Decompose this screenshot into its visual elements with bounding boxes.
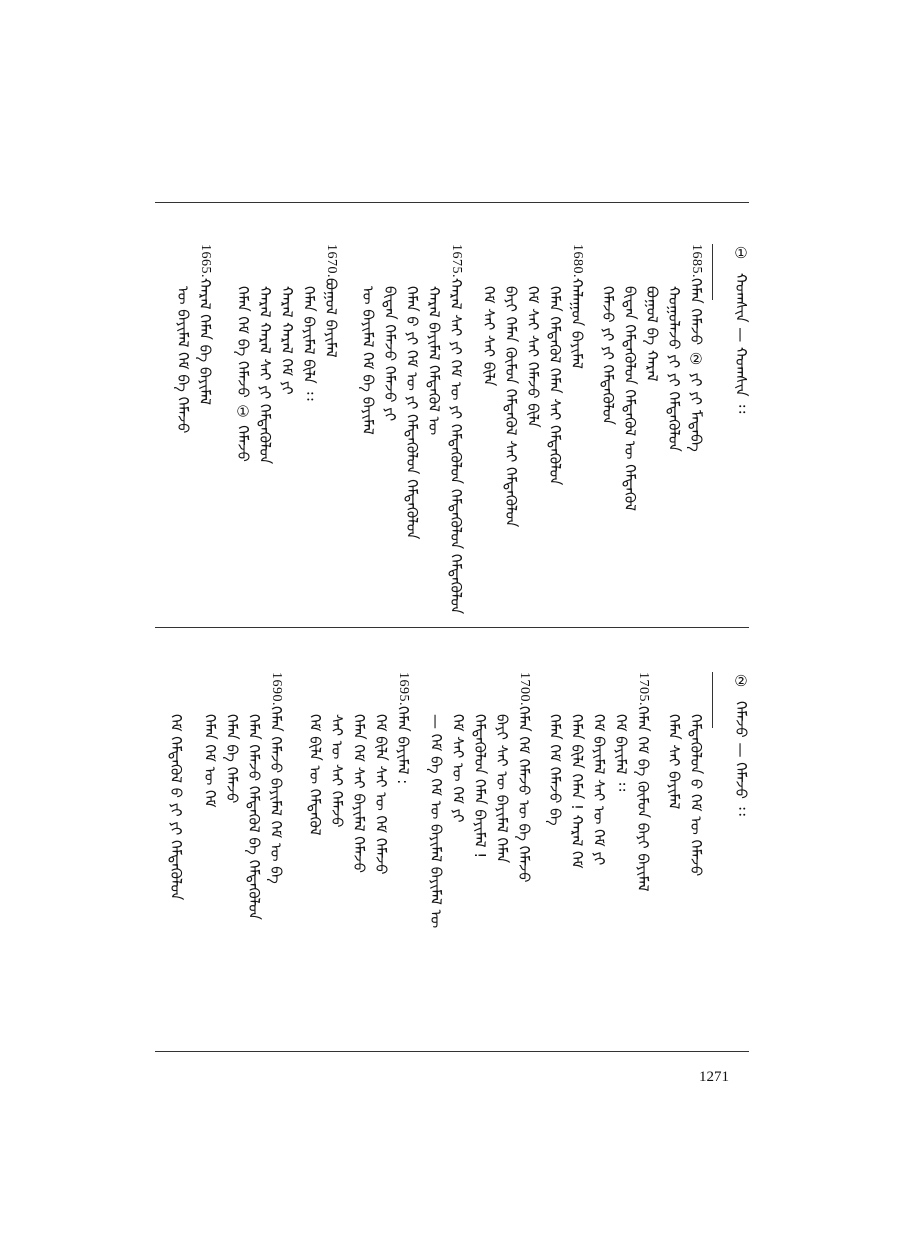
- verse-column: [325, 714, 349, 828]
- verse-line: ᠬᠡᠮᠡᠨ ᠪᠠᠶᠢᠮᠠᠯ ᠪᠢᠯᠡ ᠄᠄: [300, 286, 318, 401]
- line-number: 1705.: [636, 672, 651, 706]
- verse-line: ᠬᠡᠮᠡᠨ ᠬᠡᠮ ᠪᠠ ᠬᠡᠮᠡᠵᠦ ① ᠬᠡᠮᠡᠵᠦ: [234, 286, 252, 462]
- verse-line: ᠬᠠᠷᠠᠯ ᠬᠠᠷᠠᠯ ᠬᠡᠮ ᠶᠢ: [278, 286, 296, 395]
- verse-line: ᠬᠤᠭᠤᠯᠠᠵᠤ ᠶᠢ ᠶᠢ ᠭᠡᠮᠲᠡᠭᠦᠯᠦᠨ: [665, 286, 683, 452]
- verse-column: [242, 714, 266, 920]
- verse-column: [609, 714, 633, 791]
- line-number: 1695.: [396, 672, 411, 706]
- verse-line: ᠬᠡᠮᠡᠨ ᠬᠡᠮ ᠬᠡᠮᠡᠵᠦ ᠪᠠ: [546, 714, 564, 826]
- verse-column: [171, 286, 195, 433]
- verse-line: ᠬᠡᠮᠡᠨ ᠬᠡᠮ ᠰᠠᠢ ᠪᠠᠶᠢᠮᠠᠯ ᠬᠡᠮᠡᠵᠦ: [350, 714, 368, 873]
- verse-column: [424, 714, 448, 928]
- verse-line: ᠬᠡᠮᠡᠨ ᠬᠡᠮ ᠬᠡᠮᠡᠵᠦ ᠦ ᠪᠠ ᠬᠡᠮᠡᠵᠦ: [515, 706, 533, 883]
- verse-column: [684, 714, 708, 876]
- footnote-2: [729, 672, 753, 816]
- verse-column: [297, 286, 321, 401]
- line-number: 1680.: [570, 244, 585, 278]
- verse-line: ᠪᠢᠳᠡᠨ ᠬᠡᠮᠡᠵᠦ ᠬᠡᠮᠡᠵᠦ ᠶᠢ: [381, 286, 399, 422]
- verse-line: ᠬᠡᠮ ᠰᠠᠢ ᠰᠠᠢ ᠪᠢᠯᠡ: [480, 286, 498, 387]
- verse-line: ᠬᠡᠮᠡᠨ ᠬᠡᠮᠡᠵᠦ ᠭᠡᠮᠲᠡᠭᠦᠯ ᠪᠠ ᠭᠡᠮᠲᠡᠭᠦᠯᠦᠨ: [245, 714, 263, 920]
- verse-column: [369, 714, 393, 875]
- verse-line: ᠬᠡᠮ ᠪᠠᠶᠢᠮᠠᠯ ᠄᠄: [612, 714, 630, 792]
- middle-rule: [155, 627, 749, 628]
- verse-line: ᠬᠡᠮ ᠰᠠᠢ ᠰᠠᠢ ᠬᠡᠮᠡᠵᠦ ᠪᠢᠯᠡ: [524, 286, 542, 428]
- verse-line: ᠬᠠᠷᠠᠯ ᠪᠠᠶᠢᠮᠠᠯ ᠭᠡᠮᠲᠡᠭᠦᠯ ᠦ: [425, 286, 443, 436]
- line-number: 1690.: [269, 672, 284, 706]
- verse-column: [640, 286, 664, 381]
- verse-line: ᠪᠠᠶᠢ ᠬᠡᠮᠡᠨ ᠬᠦᠮᠦᠨ ᠭᠡᠮᠲᠡᠭᠦᠯ ᠰᠠᠢ ᠭᠡᠮᠲᠡᠭᠦᠯᠦᠨ: [502, 286, 520, 528]
- verse-line: ᠬᠡᠮᠡᠨ ᠰᠠᠢ ᠪᠠᠶᠢᠮᠠᠯ: [665, 714, 683, 810]
- line-number: 1670.: [324, 244, 339, 278]
- footnote-separator-bottom: [712, 672, 713, 728]
- footnote-1: [729, 244, 753, 413]
- verse-line: ᠬᠡᠮᠡᠵᠦ ᠶᠢ ᠶᠢ ᠭᠡᠮᠲᠡᠭᠦᠯᠦᠨ: [599, 286, 617, 425]
- verse-line: — ᠬᠡᠮ ᠪᠠ ᠬᠡᠮ ᠦ ᠪᠠᠶᠢᠮᠠᠯ ᠪᠠᠶᠢᠮᠠᠯ ᠦ: [427, 714, 445, 929]
- top-rule: [155, 202, 749, 203]
- verse-column: [378, 286, 402, 421]
- verse-line: ᠬᠡᠮᠡᠨ ᠪᠠᠶᠢᠮᠠᠯ :: [394, 706, 412, 785]
- verse-column: [303, 714, 327, 836]
- verse-column: [477, 286, 501, 386]
- verse-column: [264, 672, 288, 884]
- verse-line: ᠬᠡᠮ ᠪᠢᠯᠡ ᠰᠠᠢ ᠦ ᠬᠡᠮ ᠬᠡᠮᠡᠵᠦ: [372, 714, 390, 875]
- verse-column: [565, 714, 589, 869]
- verse-column: [198, 714, 222, 808]
- verse-column: [446, 714, 470, 823]
- verse-line: ᠬᠡᠮᠡᠨ ᠬᠡᠮᠡᠵᠦ ᠪᠠᠶᠢᠮᠠᠯ ᠬᠡᠮ ᠦ ᠪᠠ: [267, 706, 285, 884]
- footnote-text: ᠬᠤᠭᠰᠢᠨ — ᠬᠤᠭᠰᠢᠨ ᠄᠄: [732, 272, 750, 414]
- verse-line: ᠬᠡᠮ ᠭᠡᠮᠲᠡᠭᠦᠯ ᠪ ᠶᠢ ᠶᠢ ᠭᠡᠮᠲᠡᠭᠦᠯᠦᠨ: [167, 714, 185, 901]
- bottom-rule: [155, 1051, 749, 1052]
- verse-line: ᠬᠡᠮᠡᠨ ᠬᠡᠮᠡᠵᠦ ② ᠶᠢ ᠶᠢ ᠮᠠᠲᠠᠪᠠ: [687, 278, 705, 452]
- verse-line: ᠬᠠᠷᠠᠯ ᠬᠡᠮᠡᠨ ᠪᠠ ᠪᠠᠶᠢᠮᠠᠯ: [196, 278, 214, 406]
- verse-column: [596, 286, 620, 425]
- verse-line: ᠬᠡᠮᠡᠨ ᠬᠡᠮ ᠪᠠ ᠬᠦᠮᠦᠨ ᠪᠠᠶᠢ ᠪᠠᠶᠢᠮᠠᠯ: [634, 706, 652, 892]
- verse-line: ᠪᠣᠭᠣᠯ ᠪᠠ ᠬᠠᠷᠠᠯ: [643, 286, 661, 382]
- verse-line: ᠬᠡᠮ ᠪᠠᠶᠢᠮᠠᠯ ᠰᠠᠢ ᠦ ᠬᠡᠮ ᠶᠢ: [590, 714, 608, 866]
- verse-column: [499, 286, 523, 527]
- verse-line: ᠬᠠᠷᠠᠯ ᠬᠠᠷᠠᠯ ᠰᠠᠢ ᠶᠢ ᠭᠡᠮᠲᠡᠭᠦᠯᠦᠨ: [256, 286, 274, 465]
- verse-column: [662, 714, 686, 809]
- verse-column: [347, 714, 371, 873]
- verse-line: ᠬᠡᠮᠡᠨ ᠪᠢᠯᠡ ᠬᠡᠮᠡᠨ ! ᠬᠠᠷᠠᠯ ᠬᠡᠮ: [568, 714, 586, 869]
- verse-column: [422, 286, 446, 435]
- verse-line: ᠭᠡᠮᠲᠡᠭᠦᠯᠦᠨ ᠪ ᠬᠡᠮ ᠦ ᠬᠡᠮᠡᠵᠦ: [687, 714, 705, 877]
- verse-column: [468, 714, 492, 858]
- verse-column: [400, 286, 424, 539]
- footnote-text: ᠬᠡᠮᠡᠵᠦ — ᠬᠡᠮᠡᠵᠦ ᠄᠄: [732, 700, 750, 816]
- verse-column: [253, 286, 277, 464]
- verse-column: [444, 244, 468, 614]
- verse-column: [356, 286, 380, 435]
- verse-line: ᠬᠠᠯᠠᠭᠤᠨ ᠪᠠᠶᠢᠮᠠᠯ: [568, 278, 586, 369]
- verse-column: [543, 286, 567, 485]
- verse-line: ᠬᠡᠮᠡᠨ ᠬᠡᠮ ᠦ ᠬᠡᠮ: [201, 714, 219, 808]
- verse-column: [193, 244, 217, 405]
- verse-column: [684, 244, 708, 452]
- verse-line: ᠬᠡᠮ ᠪᠢᠯᠡ ᠦ ᠭᠡᠮᠲᠡᠭᠦᠯ: [306, 714, 324, 836]
- footnote-marker: ②: [732, 672, 750, 690]
- verse-column: [521, 286, 545, 428]
- verse-column: [565, 244, 589, 369]
- verse-line: ᠬᠠᠷᠠᠯ ᠰᠠᠢ ᠶᠢ ᠬᠡᠮ ᠦ ᠶᠢ ᠭᠡᠮᠲᠡᠭᠦᠯᠦᠨ ᠭᠡᠮᠲᠡᠭᠦᠯᠦᠨ ᠭᠡᠮᠲᠡᠭᠦᠯᠦᠨ: [447, 278, 465, 615]
- footnote-marker: ①: [732, 244, 750, 262]
- verse-column: [490, 714, 514, 863]
- verse-column: [231, 286, 255, 462]
- verse-line: ᠬᠡᠮᠡᠨ ᠪᠠ ᠬᠡᠮᠡᠵᠦ: [223, 714, 241, 804]
- verse-line: ᠰᠠᠢ ᠦ ᠰᠠᠢ ᠬᠡᠮᠡᠵᠦ: [328, 714, 346, 828]
- verse-column: [275, 286, 299, 395]
- verse-line: ᠭᠡᠮᠲᠡᠭᠦᠯᠦᠨ ᠬᠡᠮᠡᠨ ᠪᠠᠶᠢᠮᠠᠯ !: [471, 714, 489, 859]
- verse-column: [512, 672, 536, 882]
- verse-column: [319, 244, 343, 358]
- line-number: 1685.: [689, 244, 704, 278]
- verse-line: ᠦ ᠪᠠᠶᠢᠮᠠᠯ ᠬᠡᠮ ᠪᠠ ᠬᠡᠮᠡᠵᠦ: [174, 286, 192, 434]
- line-number: 1700.: [517, 672, 532, 706]
- verse-column: [587, 714, 611, 865]
- line-number: 1665.: [198, 244, 213, 278]
- verse-column: [618, 286, 642, 511]
- footnote-separator-top: [712, 244, 713, 300]
- line-number: 1675.: [449, 244, 464, 278]
- verse-line: ᠦ ᠪᠠᠶᠢᠮᠠᠯ ᠬᠡᠮ ᠪᠠ ᠪᠠᠶᠢᠮᠠᠯ: [359, 286, 377, 435]
- verse-column: [391, 672, 415, 784]
- verse-column: [164, 714, 188, 900]
- verse-column: [543, 714, 567, 826]
- verse-column: [220, 714, 244, 803]
- verse-line: ᠪᠣᠭᠣᠯ ᠪᠠᠶᠢᠮᠠᠯ: [322, 278, 340, 358]
- verse-line: ᠬᠡᠮᠡᠨ ᠪ ᠶᠢ ᠬᠡᠮ ᠦ ᠶᠢ ᠭᠡᠮᠲᠡᠭᠦᠯᠦᠨ ᠭᠡᠮᠲᠡᠭᠦᠯᠦᠨ: [403, 286, 421, 540]
- verse-line: ᠪᠠᠶᠢ ᠰᠠᠢ ᠦ ᠪᠠᠶᠢᠮᠠᠯ ᠬᠡᠮᠡᠨ: [493, 714, 511, 864]
- page-number: 1271: [699, 1069, 729, 1085]
- verse-line: ᠬᠡᠮ ᠰᠠᠢ ᠦ ᠬᠡᠮ ᠶᠢ: [449, 714, 467, 823]
- verse-line: ᠪᠢᠳᠡᠨ ᠭᠡᠮᠲᠡᠭᠦᠯᠦᠨ ᠭᠡᠮᠲᠡᠭᠦᠯ ᠦ ᠭᠡᠮᠲᠡᠭᠦᠯ: [621, 286, 639, 511]
- verse-line: ᠬᠡᠮᠡᠨ ᠭᠡᠮᠲᠡᠭᠦᠯ ᠬᠡᠮᠡᠨ ᠰᠠᠢ ᠭᠡᠮᠲᠡᠭᠦᠯᠦᠨ: [546, 286, 564, 486]
- verse-column: [631, 672, 655, 891]
- verse-column: [662, 286, 686, 452]
